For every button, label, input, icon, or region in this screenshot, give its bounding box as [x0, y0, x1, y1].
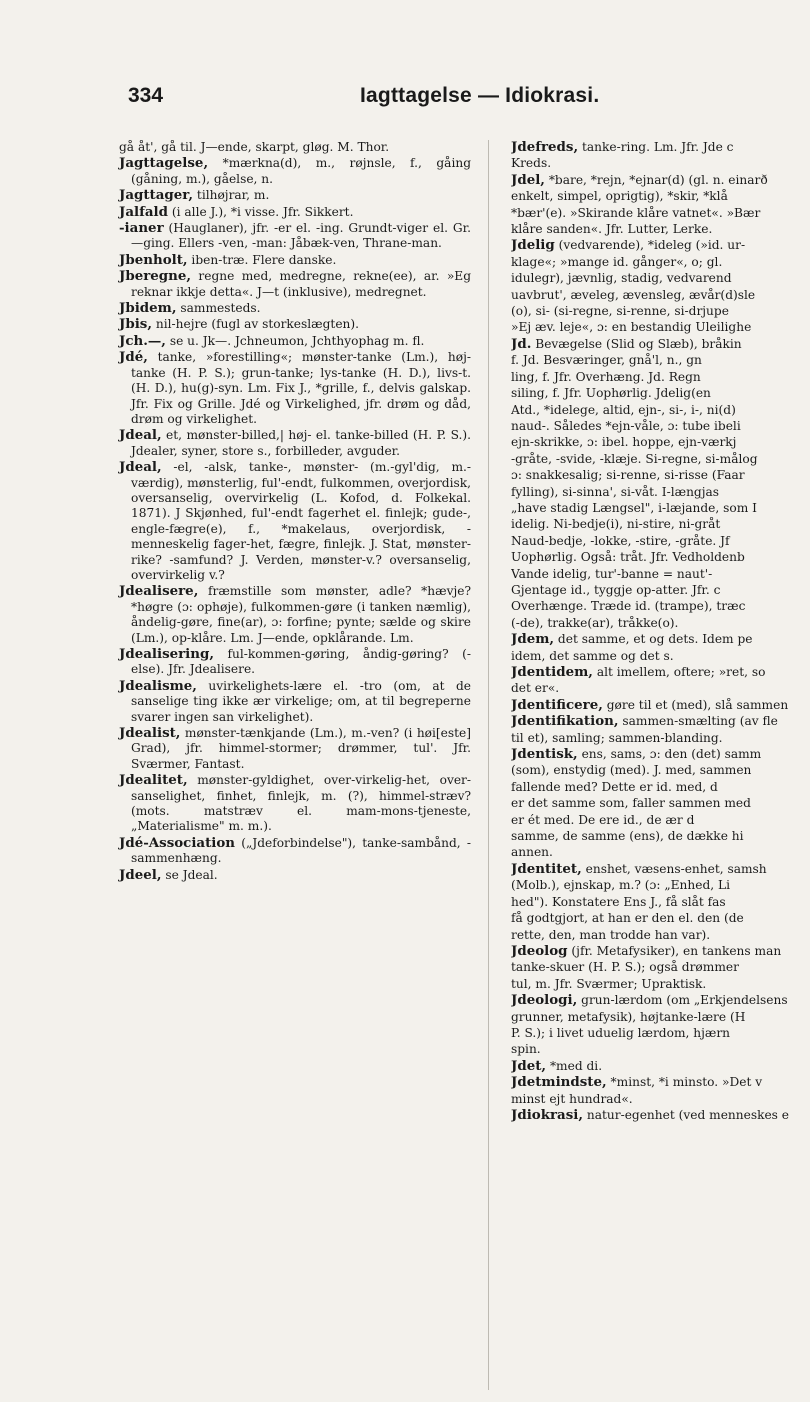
entry-definition: siling, f. Jfr. Uophørlig. Jdelig(en [511, 386, 711, 401]
entry-definition: ful-kommen-gøring, åndig-gøring? (-else). Jfr. Jdealisere. [131, 647, 471, 677]
entry-definition: Naud-bedje, -lokke, -stire, -gråte. Jf [511, 533, 730, 548]
entry-definition: ling, f. Jfr. Overhæng. Jd. Regn [511, 369, 701, 384]
dictionary-entry [511, 649, 810, 664]
entry-headword: Jberegne, [119, 268, 192, 285]
entry-definition: det samme, et og dets. Idem pe [554, 632, 753, 647]
dictionary-entry [119, 334, 471, 349]
entry-definition: Vande idelig, tur'-banne = naut'- [511, 566, 713, 581]
dictionary-entry [511, 206, 810, 221]
entry-headword: Jdealisme, [119, 677, 197, 694]
dictionary-entry [511, 1075, 810, 1090]
entry-definition: klåre sanden«. Jfr. Lutter, Lerke. [511, 222, 713, 237]
dictionary-entry [511, 813, 810, 828]
dictionary-entry [511, 960, 810, 975]
dictionary-entry [511, 501, 810, 516]
dictionary-entry [511, 1059, 810, 1074]
dictionary-entry [119, 460, 471, 583]
dictionary-entry [511, 238, 810, 253]
page-number: 334 [128, 84, 164, 107]
entry-definition: grunner, metafysik), højtanke-lære (H [511, 1009, 746, 1024]
entry-definition: et, mønster-billed,| høj- el. tanke-billed (H. P. S.). Jdealer, syner, store s., forbilleder, avguder. [131, 428, 471, 458]
entry-definition: klage«; »mange id. gånger«, o; gl. [511, 254, 723, 269]
entry-headword: Jdelig [511, 237, 555, 254]
dictionary-entry [511, 304, 810, 319]
dictionary-entry [119, 140, 471, 155]
page-header [0, 84, 810, 114]
dictionary-entry [511, 1042, 810, 1057]
entry-definition: spin. [511, 1042, 541, 1057]
dictionary-entry [119, 584, 471, 646]
running-title: Iagttagelse — Idiokrasi. [360, 84, 600, 107]
dictionary-entry [511, 747, 810, 762]
dictionary-entry [119, 836, 471, 867]
entry-definition: (o), si- (si-regne, si-renne, si-drjupe [511, 304, 729, 319]
entry-definition: se Jdeal. [161, 867, 218, 882]
dictionary-entry [511, 517, 810, 532]
entry-definition: -el, -alsk, tanke-, mønster- (m.-gyl'dig, m.-værdig), mønsterlig, ful'-endt, fulkommen, overjordisk, oversanselig, overvirkelig (L. Kofod, d. Folkekal. 1871). J Skjønhed, ful'-endt fagerhet el. finlejk; gude-, engle-fægre(e), f., *makelaus, overjordisk, -menneskelig fager-het, fægre, finlejk. J. Stat, mønster-rike? -samfund? J. Verden, mønster-v.? oversanselig, overvirkelig v.? [131, 460, 472, 582]
dictionary-entry [511, 386, 810, 401]
entry-definition: det er«. [511, 681, 560, 696]
column-divider [488, 140, 489, 1390]
dictionary-entry [511, 222, 810, 237]
entry-definition: (Hauglaner), jfr. -er el. -ing. Grundt-viger el. Gr.—ging. Ellers -ven, -man: Jåbæk-ven, Thrane-man. [131, 221, 471, 251]
entry-definition: minst ejt hundrad«. [511, 1091, 633, 1106]
entry-definition: mønster-gyldighet, over-virkelig-het, over-sanselighet, finhet, finlejk, m. (?), himmel-stræv? (mots. matstræv el. mam-mons-tjeneste, „Materialisme" m. m.). [131, 773, 471, 834]
right-column [511, 140, 810, 1124]
dictionary-entry [511, 403, 810, 418]
entry-headword: Jalfald [119, 203, 168, 220]
dictionary-entry [119, 726, 471, 772]
dictionary-entry [511, 681, 810, 696]
dictionary-entry [511, 189, 810, 204]
dictionary-entry [511, 370, 810, 385]
dictionary-entry [511, 1108, 810, 1123]
entry-definition: *med di. [546, 1058, 603, 1073]
entry-definition: tanke-skuer (H. P. S.); også drømmer [511, 960, 739, 975]
dictionary-entry [511, 911, 810, 926]
dictionary-entry [511, 665, 810, 680]
entry-definition: ɔ: snakkesalig; si-renne, si-risse (Faar [511, 468, 745, 483]
entry-definition: idulegr), jævnlig, stadig, vedvarend [511, 271, 732, 286]
dictionary-entry [511, 632, 810, 647]
entry-headword: Jdé-Association [119, 834, 236, 851]
dictionary-entry [511, 485, 810, 500]
entry-definition: iben-træ. Flere danske. [187, 252, 337, 267]
dictionary-entry [119, 773, 471, 835]
dictionary-entry [119, 221, 471, 252]
entry-definition: *bare, *rejn, *ejnar(d) (gl. n. einarð [544, 172, 768, 187]
entry-definition: tul, m. Jfr. Sværmer; Upraktisk. [511, 976, 707, 991]
dictionary-entry [511, 944, 810, 959]
entry-definition: »Ej æv. leje«, ɔ: en bestandig Uleilighe [511, 320, 752, 335]
dictionary-entry [511, 140, 810, 155]
entry-definition: fallende med? Dette er id. med, d [511, 779, 718, 794]
entry-definition: Overhænge. Træde id. (trampe), træc [511, 599, 746, 614]
left-column [119, 140, 471, 884]
dictionary-entry [511, 452, 810, 467]
entry-definition: Kreds. [511, 156, 552, 171]
dictionary-entry [119, 269, 471, 300]
entry-definition: tanke-ring. Lm. Jfr. Jde c [578, 140, 734, 154]
entry-headword: Jdentidem, [511, 664, 593, 680]
entry-headword: Jd. [511, 335, 532, 352]
entry-definition: (som), enstydig (med). J. med, sammen [511, 763, 752, 778]
entry-definition: gå åt', gå til. J—ende, skarpt, gløg. M. Thor. [119, 140, 390, 154]
entry-headword: Jdem, [511, 631, 555, 648]
entry-definition: samme, de samme (ens), de dække hi [511, 829, 744, 844]
entry-headword: Jdealitet, [119, 772, 188, 789]
dictionary-entry [511, 288, 810, 303]
entry-definition: alt imellem, oftere; »ret, so [592, 665, 766, 679]
dictionary-entry [511, 320, 810, 335]
entry-headword: Jdeologi, [511, 992, 578, 1009]
entry-headword: Jbis, [119, 316, 152, 333]
entry-definition: er det samme som, faller sammen med [511, 796, 751, 811]
entry-definition: regne med, medregne, rekne(ee), ar. »Eg reknar ikkje detta«. J—t (inklusive), medregnet. [131, 269, 471, 299]
dictionary-entry [119, 428, 471, 459]
entry-definition: uvirkelighets-lære el. -tro (om, at de sanselige ting ikke ær virkelige; om, at til begreperne svarer ingen san virkelighet). [131, 678, 471, 724]
entry-headword: Jdefreds, [511, 140, 579, 155]
entry-definition: (-de), trakke(ar), tråkke(o). [511, 615, 679, 630]
dictionary-entry [511, 829, 810, 844]
entry-definition: ens, sams, ɔ: den (det) samm [577, 747, 762, 762]
entry-definition: f. Jd. Besværinger, gnå'l, n., gn [511, 353, 702, 368]
entry-definition: sammen-smælting (av fle [618, 714, 778, 729]
dictionary-entry [119, 156, 471, 187]
entry-definition: gøre til et (med), slå sammen [602, 697, 789, 712]
dictionary-entry [119, 350, 471, 427]
entry-headword: Jdé, [119, 349, 148, 366]
dictionary-entry [511, 731, 810, 746]
dictionary-entry [511, 1010, 810, 1025]
dictionary-entry [511, 468, 810, 483]
dictionary-entry [511, 714, 810, 729]
dictionary-entry [511, 763, 810, 778]
dictionary-entry [511, 993, 810, 1008]
entry-definition: sammesteds. [176, 301, 261, 316]
entry-definition: Bevægelse (Slid og Slæb), bråkin [531, 336, 742, 351]
dictionary-entry [511, 1026, 810, 1041]
dictionary-entry [119, 647, 471, 678]
entry-definition: se u. Jk—. Jchneumon, Jchthyophag m. fl. [165, 333, 425, 348]
entry-definition: -gråte, -svide, -klæje. Si-regne, si-målog [511, 451, 758, 466]
entry-definition: hed"). Konstatere Ens J., få slåt fas [511, 894, 726, 909]
dictionary-entry [511, 977, 810, 992]
dictionary-entry [511, 599, 810, 614]
dictionary-entry [119, 205, 471, 220]
entry-headword: Jdiokrasi, [511, 1106, 584, 1123]
entry-definition: rette, den, man trodde han var). [511, 927, 711, 942]
entry-headword: Jbidem, [119, 300, 177, 317]
entry-definition: (jfr. Metafysiker), en tankens man [567, 943, 782, 958]
entry-definition: Uophørlig. Også: tråt. Jfr. Vedholdenb [511, 550, 745, 565]
entry-headword: Jdeolog [511, 942, 568, 959]
entry-definition: *mærkna(d), m., røjnsle, f., gåing (gåning, m.), gåelse, n. [131, 156, 471, 186]
entry-headword: Jbenholt, [119, 251, 188, 268]
entry-definition: (Molb.), ejnskap, m.? (ɔ: „Enhed, Li [511, 878, 731, 893]
entry-headword: Jdealisering, [119, 646, 215, 662]
dictionary-entry [511, 419, 810, 434]
entry-definition: uavbrut', æveleg, ævensleg, ævår(d)sle [511, 287, 756, 302]
entry-definition: mønster-tænkjande (Lm.), m.-ven? (i høi[este] Grad), jfr. himmel-stormer; drømmer, tul'. Jfr. Sværmer, Fantast. [131, 726, 471, 771]
entry-definition: *minst, *i minsto. »Det v [606, 1075, 763, 1090]
dictionary-entry [511, 796, 810, 811]
dictionary-entry [511, 271, 810, 286]
entry-definition: „have stadig Længsel", i-læjande, som I [511, 500, 757, 515]
entry-definition: annen. [511, 845, 553, 860]
dictionary-entry [119, 868, 471, 883]
entry-definition: grun-lærdom (om „Erkjendelsens [577, 993, 788, 1008]
entry-definition: tanke, »forestilling«; mønster-tanke (Lm.), høj-tanke (H. P. S.); grun-tanke; lys-tanke (H. D.), livs-t. (H. D.), hu(g)-syn. Lm. Fix J., *grille, f., delvis galskap. Jfr. Fix og Grille. Jdé og Virkelighed, jfr. drøm og dåd, drøm og virkelighet. [131, 350, 471, 426]
dictionary-entry [119, 301, 471, 316]
entry-definition: idelig. Ni-bedje(i), ni-stire, ni-gråt [511, 517, 721, 532]
dictionary-entry [119, 679, 471, 725]
entry-definition: Gjentage id., tyggje op-atter. Jfr. c [511, 582, 721, 597]
entry-headword: Jdentitet, [511, 860, 582, 877]
dictionary-entry [511, 895, 810, 910]
dictionary-entry [119, 188, 471, 203]
dictionary-entry [511, 928, 810, 943]
entry-definition: er ét med. De ere id., de ær d [511, 812, 695, 827]
dictionary-entry [511, 353, 810, 368]
entry-definition: fylling), si-sinna', si-våt. I-længjas [511, 484, 720, 499]
entry-headword: Jdet, [511, 1057, 547, 1074]
entry-definition: (i alle J.), *i visse. Jfr. Sikkert. [168, 204, 354, 219]
dictionary-entry [511, 550, 810, 565]
entry-definition: *bær'(e). »Skirande klåre vatnet«. »Bær [511, 205, 761, 220]
entry-definition: enkelt, simpel, oprigtig), *skir, *klå [511, 189, 728, 204]
dictionary-entry [119, 253, 471, 268]
entry-definition: ejn-skrikke, ɔ: ibel. hoppe, ejn-værkj [511, 435, 737, 450]
entry-definition: P. S.); i livet uduelig lærdom, hjærn [511, 1025, 731, 1040]
dictionary-entry [511, 878, 810, 893]
dictionary-entry [511, 698, 810, 713]
dictionary-entry [511, 616, 810, 631]
dictionary-entry [511, 1092, 810, 1107]
entry-headword: Jdeal, [119, 459, 162, 476]
entry-definition: naud-. Således *ejn-våle, ɔ: tube ibeli [511, 418, 741, 433]
dictionary-entry [119, 317, 471, 332]
entry-definition: enshet, væsens-enhet, samsh [581, 861, 767, 876]
entry-definition: Atd., *idelege, altid, ejn-, si-, i-, ni(d) [511, 402, 736, 417]
entry-definition: få godtgjort, at han er den el. den (de [511, 911, 744, 926]
entry-definition: fræmstille som mønster, adle? *hævje? *høgre (ɔ: ophøje), fulkommen-gøre (i tanken næmlig), åndelig-gøre, fine(ar), ɔ: forfine; pynte; sælde og skire (Lm.), op-klåre. Lm. J—ende, opklårande. Lm. [131, 584, 471, 645]
entry-headword: Jdentisk, [511, 746, 578, 763]
entry-headword: Jdealist, [119, 725, 181, 742]
dictionary-entry [511, 567, 810, 582]
entry-definition: idem, det samme og det s. [511, 648, 674, 663]
entry-headword: Jdentificere, [511, 696, 603, 713]
entry-definition: („Jdeforbindelse"), tanke-sambånd, -sammenhæng. [131, 835, 471, 866]
dictionary-entry [511, 435, 810, 450]
entry-definition: tilhøjrar, m. [193, 188, 270, 203]
entry-headword: Jdetmindste, [511, 1074, 607, 1091]
entry-definition: natur-egenhet (ved menneskes e [583, 1107, 790, 1122]
dictionary-entry [511, 173, 810, 188]
dictionary-entry [511, 156, 810, 171]
entry-headword: Jdeal, [119, 427, 162, 444]
entry-headword: Jagttagelse, [119, 155, 209, 172]
entry-definition: til et), samling; sammen-blanding. [511, 730, 723, 745]
dictionary-entry [511, 780, 810, 795]
entry-headword: Jagttager, [119, 187, 194, 204]
entry-definition: nil-hejre (fugl av storkeslægten). [152, 317, 360, 332]
entry-headword: Jdeel, [119, 866, 162, 883]
dictionary-entry [511, 255, 810, 270]
dictionary-entry [511, 534, 810, 549]
dictionary-entry [511, 583, 810, 598]
dictionary-entry [511, 862, 810, 877]
entry-headword: Jdel, [511, 171, 545, 188]
dictionary-entry [511, 845, 810, 860]
entry-headword: -ianer [119, 220, 164, 237]
entry-definition: (vedvarende), *ideleg (»id. ur- [554, 238, 746, 253]
entry-headword: Jdealisere, [119, 583, 199, 600]
dictionary-entry [511, 337, 810, 352]
entry-headword: Jdentifikation, [511, 713, 619, 730]
entry-headword: Jch.—, [119, 332, 166, 349]
